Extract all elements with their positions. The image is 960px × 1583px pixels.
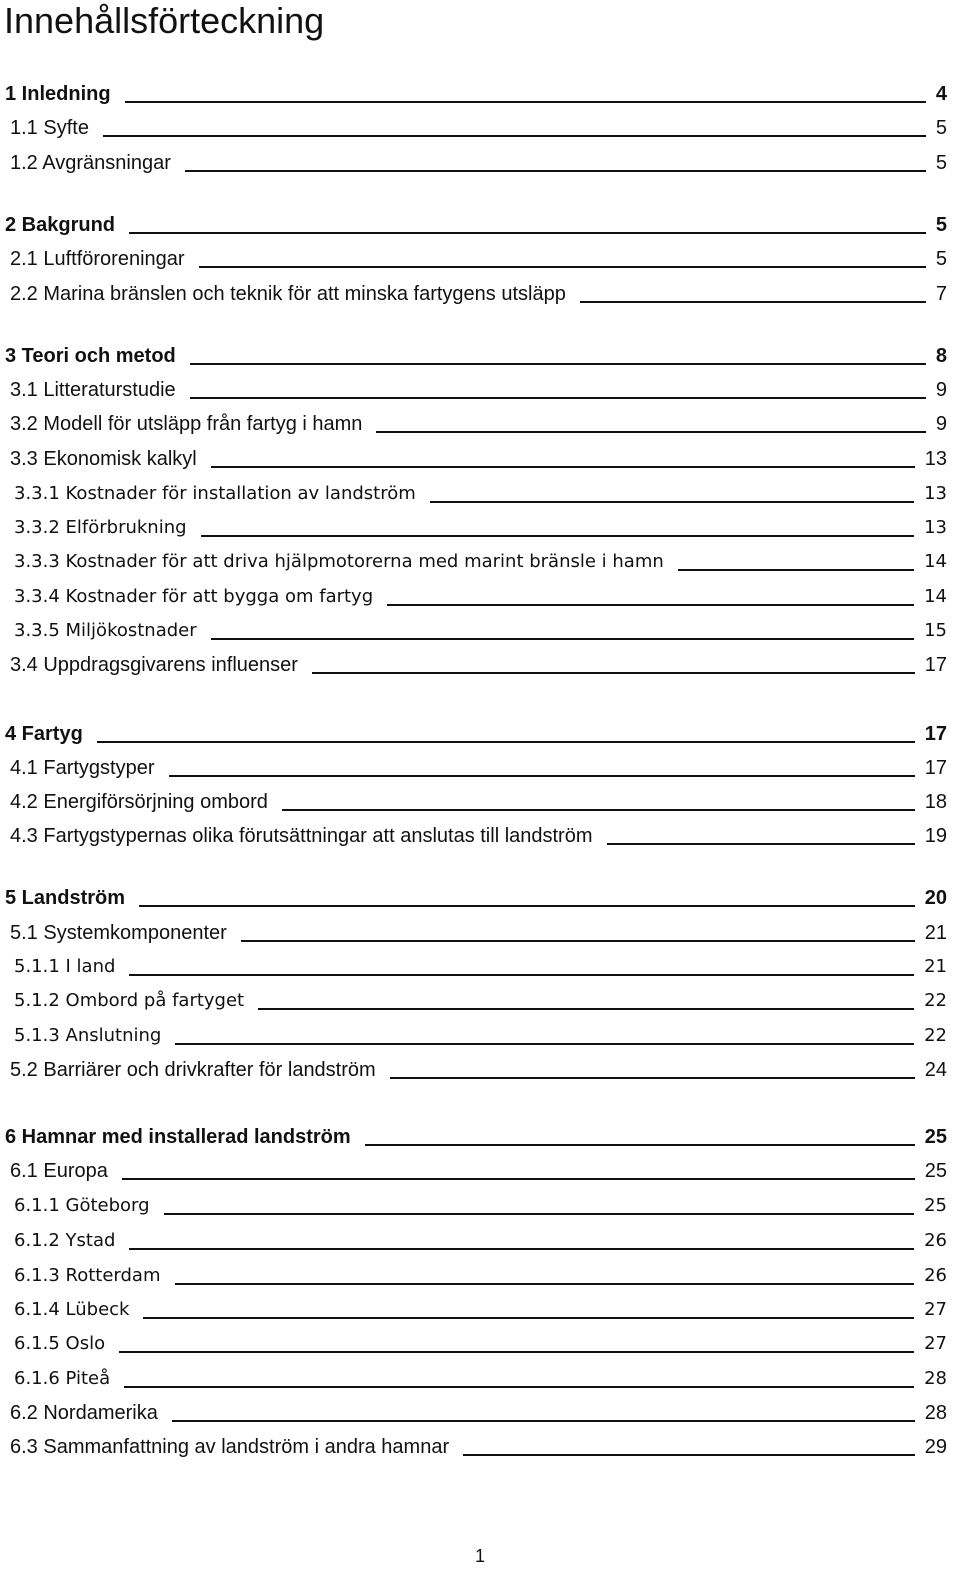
toc-leader-line — [387, 604, 914, 606]
toc-entry-label: 5.2 Barriärer och drivkrafter för landström — [10, 1059, 376, 1081]
toc-leader-line — [124, 1386, 914, 1388]
toc-leader-line — [175, 1043, 914, 1045]
toc-entry-label: 4.2 Energiförsörjning ombord — [10, 791, 268, 813]
toc-entry[interactable] — [0, 954, 960, 980]
toc-entry[interactable] — [0, 411, 960, 437]
toc-entry[interactable] — [0, 920, 960, 946]
toc-entry-page: 21 — [924, 956, 947, 977]
toc-entry-label: 6.1.6 Piteå — [14, 1368, 111, 1389]
toc-entry-label: 1.1 Syfte — [10, 117, 89, 139]
toc-entry-page: 22 — [924, 990, 947, 1011]
toc-entry-page: 17 — [924, 757, 947, 779]
toc-entry-page: 27 — [924, 1299, 947, 1320]
toc-entry-page: 13 — [924, 448, 947, 470]
toc-leader-line — [169, 775, 915, 777]
toc-entry-page: 25 — [924, 1195, 947, 1216]
toc-leader-line — [143, 1317, 914, 1319]
toc-entry-label: 4.3 Fartygstypernas olika förutsättningar att anslutas till landström — [10, 825, 593, 847]
toc-entry-page: 5 — [935, 214, 947, 236]
toc-leader-line — [119, 1351, 914, 1353]
toc-entry[interactable] — [0, 618, 960, 644]
toc-entry-page: 14 — [924, 551, 947, 572]
toc-entry-page: 15 — [924, 620, 947, 641]
toc-leader-line — [185, 170, 926, 172]
page-number: 1 — [474, 1546, 485, 1566]
toc-entry[interactable] — [0, 652, 960, 678]
toc-entry-label: 6.1 Europa — [10, 1160, 108, 1182]
toc-entry-label: 3.1 Litteraturstudie — [10, 379, 176, 401]
toc-entry-label: 5.1.3 Anslutning — [14, 1025, 162, 1046]
toc-entry-page: 5 — [935, 117, 947, 139]
toc-entry-label: 5.1.1 I land — [14, 956, 116, 977]
toc-entry[interactable] — [0, 755, 960, 781]
toc-entry-page: 13 — [924, 517, 947, 538]
toc-leader-line — [190, 363, 926, 365]
toc-entry-label: 1.2 Avgränsningar — [10, 152, 171, 174]
toc-entry[interactable] — [0, 549, 960, 575]
toc-entry[interactable] — [0, 1366, 960, 1392]
toc-entry[interactable] — [0, 150, 960, 176]
toc-entry[interactable] — [0, 584, 960, 610]
toc-entry-label: 6.1.1 Göteborg — [14, 1195, 150, 1216]
toc-entry-page: 9 — [935, 413, 947, 435]
toc-entry-page: 29 — [924, 1436, 947, 1458]
toc-entry-page: 14 — [924, 586, 947, 607]
toc-entry[interactable] — [0, 885, 960, 911]
toc-entry[interactable] — [0, 212, 960, 238]
toc-leader-line — [258, 1008, 914, 1010]
toc-entry[interactable] — [0, 377, 960, 403]
toc-leader-line — [129, 232, 926, 234]
toc-leader-line — [365, 1144, 915, 1146]
toc-entry-label: 3.3.3 Kostnader för att driva hjälpmotorerna med marint bränsle i hamn — [14, 551, 664, 572]
toc-entry-label: 3.4 Uppdragsgivarens influenser — [10, 654, 298, 676]
toc-entry-label: 6.1.3 Rotterdam — [14, 1265, 161, 1286]
toc-entry-page: 5 — [935, 248, 947, 270]
toc-entry-page: 27 — [924, 1333, 947, 1354]
toc-entry-label: 1 Inledning — [5, 83, 111, 105]
toc-entry[interactable] — [0, 1124, 960, 1150]
toc-entry-page: 4 — [935, 83, 947, 105]
toc-entry-label: 4 Fartyg — [5, 723, 83, 745]
toc-entry-label: 3.3.4 Kostnader för att bygga om fartyg — [14, 586, 374, 607]
toc-entry-label: 6 Hamnar med installerad landström — [5, 1126, 351, 1148]
toc-leader-line — [129, 1248, 914, 1250]
toc-entry-label: 6.1.5 Oslo — [14, 1333, 106, 1354]
toc-entry-label: 6.1.4 Lübeck — [14, 1299, 130, 1320]
toc-entry[interactable] — [0, 1331, 960, 1357]
toc-entry[interactable] — [0, 1434, 960, 1460]
toc-entry-label: 5 Landström — [5, 887, 126, 909]
toc-entry-label: 6.2 Nordamerika — [10, 1402, 158, 1424]
toc-entry-label: 3.3 Ekonomisk kalkyl — [10, 448, 197, 470]
toc-entry-page: 17 — [924, 654, 947, 676]
toc-entry-page: 19 — [924, 825, 947, 847]
toc-entry-page: 8 — [935, 345, 947, 367]
toc-entry[interactable] — [0, 1263, 960, 1289]
toc-entry[interactable] — [0, 281, 960, 307]
toc-entry[interactable] — [0, 988, 960, 1014]
toc-entry[interactable] — [0, 81, 960, 107]
toc-entry[interactable] — [0, 1193, 960, 1219]
toc-entry[interactable] — [0, 789, 960, 815]
toc-leader-line — [430, 501, 914, 503]
toc-entry-page: 28 — [924, 1368, 947, 1389]
toc-leader-line — [103, 135, 926, 137]
toc-entry-label: 3.2 Modell för utsläpp från fartyg i hamn — [10, 413, 363, 435]
toc-entry-page: 25 — [924, 1126, 947, 1148]
toc-entry-page: 22 — [924, 1025, 947, 1046]
toc-entry-label: 3.3.2 Elförbrukning — [14, 517, 187, 538]
toc-entry[interactable] — [0, 1057, 960, 1083]
toc-leader-line — [97, 741, 915, 743]
toc-leader-line — [139, 905, 915, 907]
toc-leader-line — [390, 1077, 915, 1079]
toc-entry-label: 5.1 Systemkomponenter — [10, 922, 227, 944]
toc-leader-line — [190, 397, 926, 399]
toc-leader-line — [164, 1213, 914, 1215]
toc-entry-page: 7 — [935, 283, 947, 305]
toc-leader-line — [580, 301, 926, 303]
toc-entry-page: 9 — [935, 379, 947, 401]
toc-entry-page: 17 — [924, 723, 947, 745]
toc-leader-line — [199, 266, 926, 268]
toc-leader-line — [122, 1178, 915, 1180]
toc-entry-page: 20 — [924, 887, 947, 909]
toc-leader-line — [282, 809, 915, 811]
toc-leader-line — [211, 638, 914, 640]
toc-entry-label: 5.1.2 Ombord på fartyget — [14, 990, 245, 1011]
toc-entry-label: 3.3.5 Miljökostnader — [14, 620, 197, 641]
toc-entry[interactable] — [0, 1297, 960, 1323]
toc-entry-label: 6.3 Sammanfattning av landström i andra hamnar — [10, 1436, 450, 1458]
toc-entry[interactable] — [0, 343, 960, 369]
toc-entry[interactable] — [0, 481, 960, 507]
toc-leader-line — [211, 466, 915, 468]
page-title: Innehållsförteckning — [4, 0, 325, 41]
toc-leader-line — [312, 672, 915, 674]
toc-entry-page: 28 — [924, 1402, 947, 1424]
toc-leader-line — [241, 940, 915, 942]
toc-entry-page: 26 — [924, 1230, 947, 1251]
toc-leader-line — [607, 843, 915, 845]
toc-entry-label: 3.3.1 Kostnader för installation av landström — [14, 483, 416, 504]
toc-leader-line — [172, 1420, 915, 1422]
toc-entry[interactable] — [0, 1023, 960, 1049]
toc-leader-line — [125, 101, 926, 103]
toc-leader-line — [129, 974, 914, 976]
toc-entry-page: 24 — [924, 1059, 947, 1081]
toc-entry[interactable] — [0, 1400, 960, 1426]
toc-entry-label: 4.1 Fartygstyper — [10, 757, 155, 779]
toc-entry-label: 2.2 Marina bränslen och teknik för att minska fartygens utsläpp — [10, 283, 566, 305]
toc-leader-line — [463, 1454, 915, 1456]
toc-entry[interactable] — [0, 1228, 960, 1254]
toc-entry-label: 2 Bakgrund — [5, 214, 116, 236]
toc-entry-page: 21 — [924, 922, 947, 944]
toc-entry-page: 25 — [924, 1160, 947, 1182]
toc-entry-page: 18 — [924, 791, 947, 813]
toc-entry-page: 26 — [924, 1265, 947, 1286]
toc-entry[interactable] — [0, 115, 960, 141]
toc-leader-line — [376, 431, 926, 433]
toc-leader-line — [175, 1283, 914, 1285]
toc-entry[interactable] — [0, 721, 960, 747]
toc-entry-page: 13 — [924, 483, 947, 504]
toc-entry[interactable] — [0, 246, 960, 272]
toc-entry-label: 2.1 Luftföroreningar — [10, 248, 185, 270]
toc-leader-line — [678, 569, 914, 571]
toc-entry[interactable] — [0, 515, 960, 541]
toc-entry-label: 3 Teori och metod — [5, 345, 176, 367]
toc-entry[interactable] — [0, 446, 960, 472]
toc-entry[interactable] — [0, 1158, 960, 1184]
toc-entry-label: 6.1.2 Ystad — [14, 1230, 116, 1251]
toc-entry-page: 5 — [935, 152, 947, 174]
toc-leader-line — [201, 535, 914, 537]
toc-entry[interactable] — [0, 823, 960, 849]
